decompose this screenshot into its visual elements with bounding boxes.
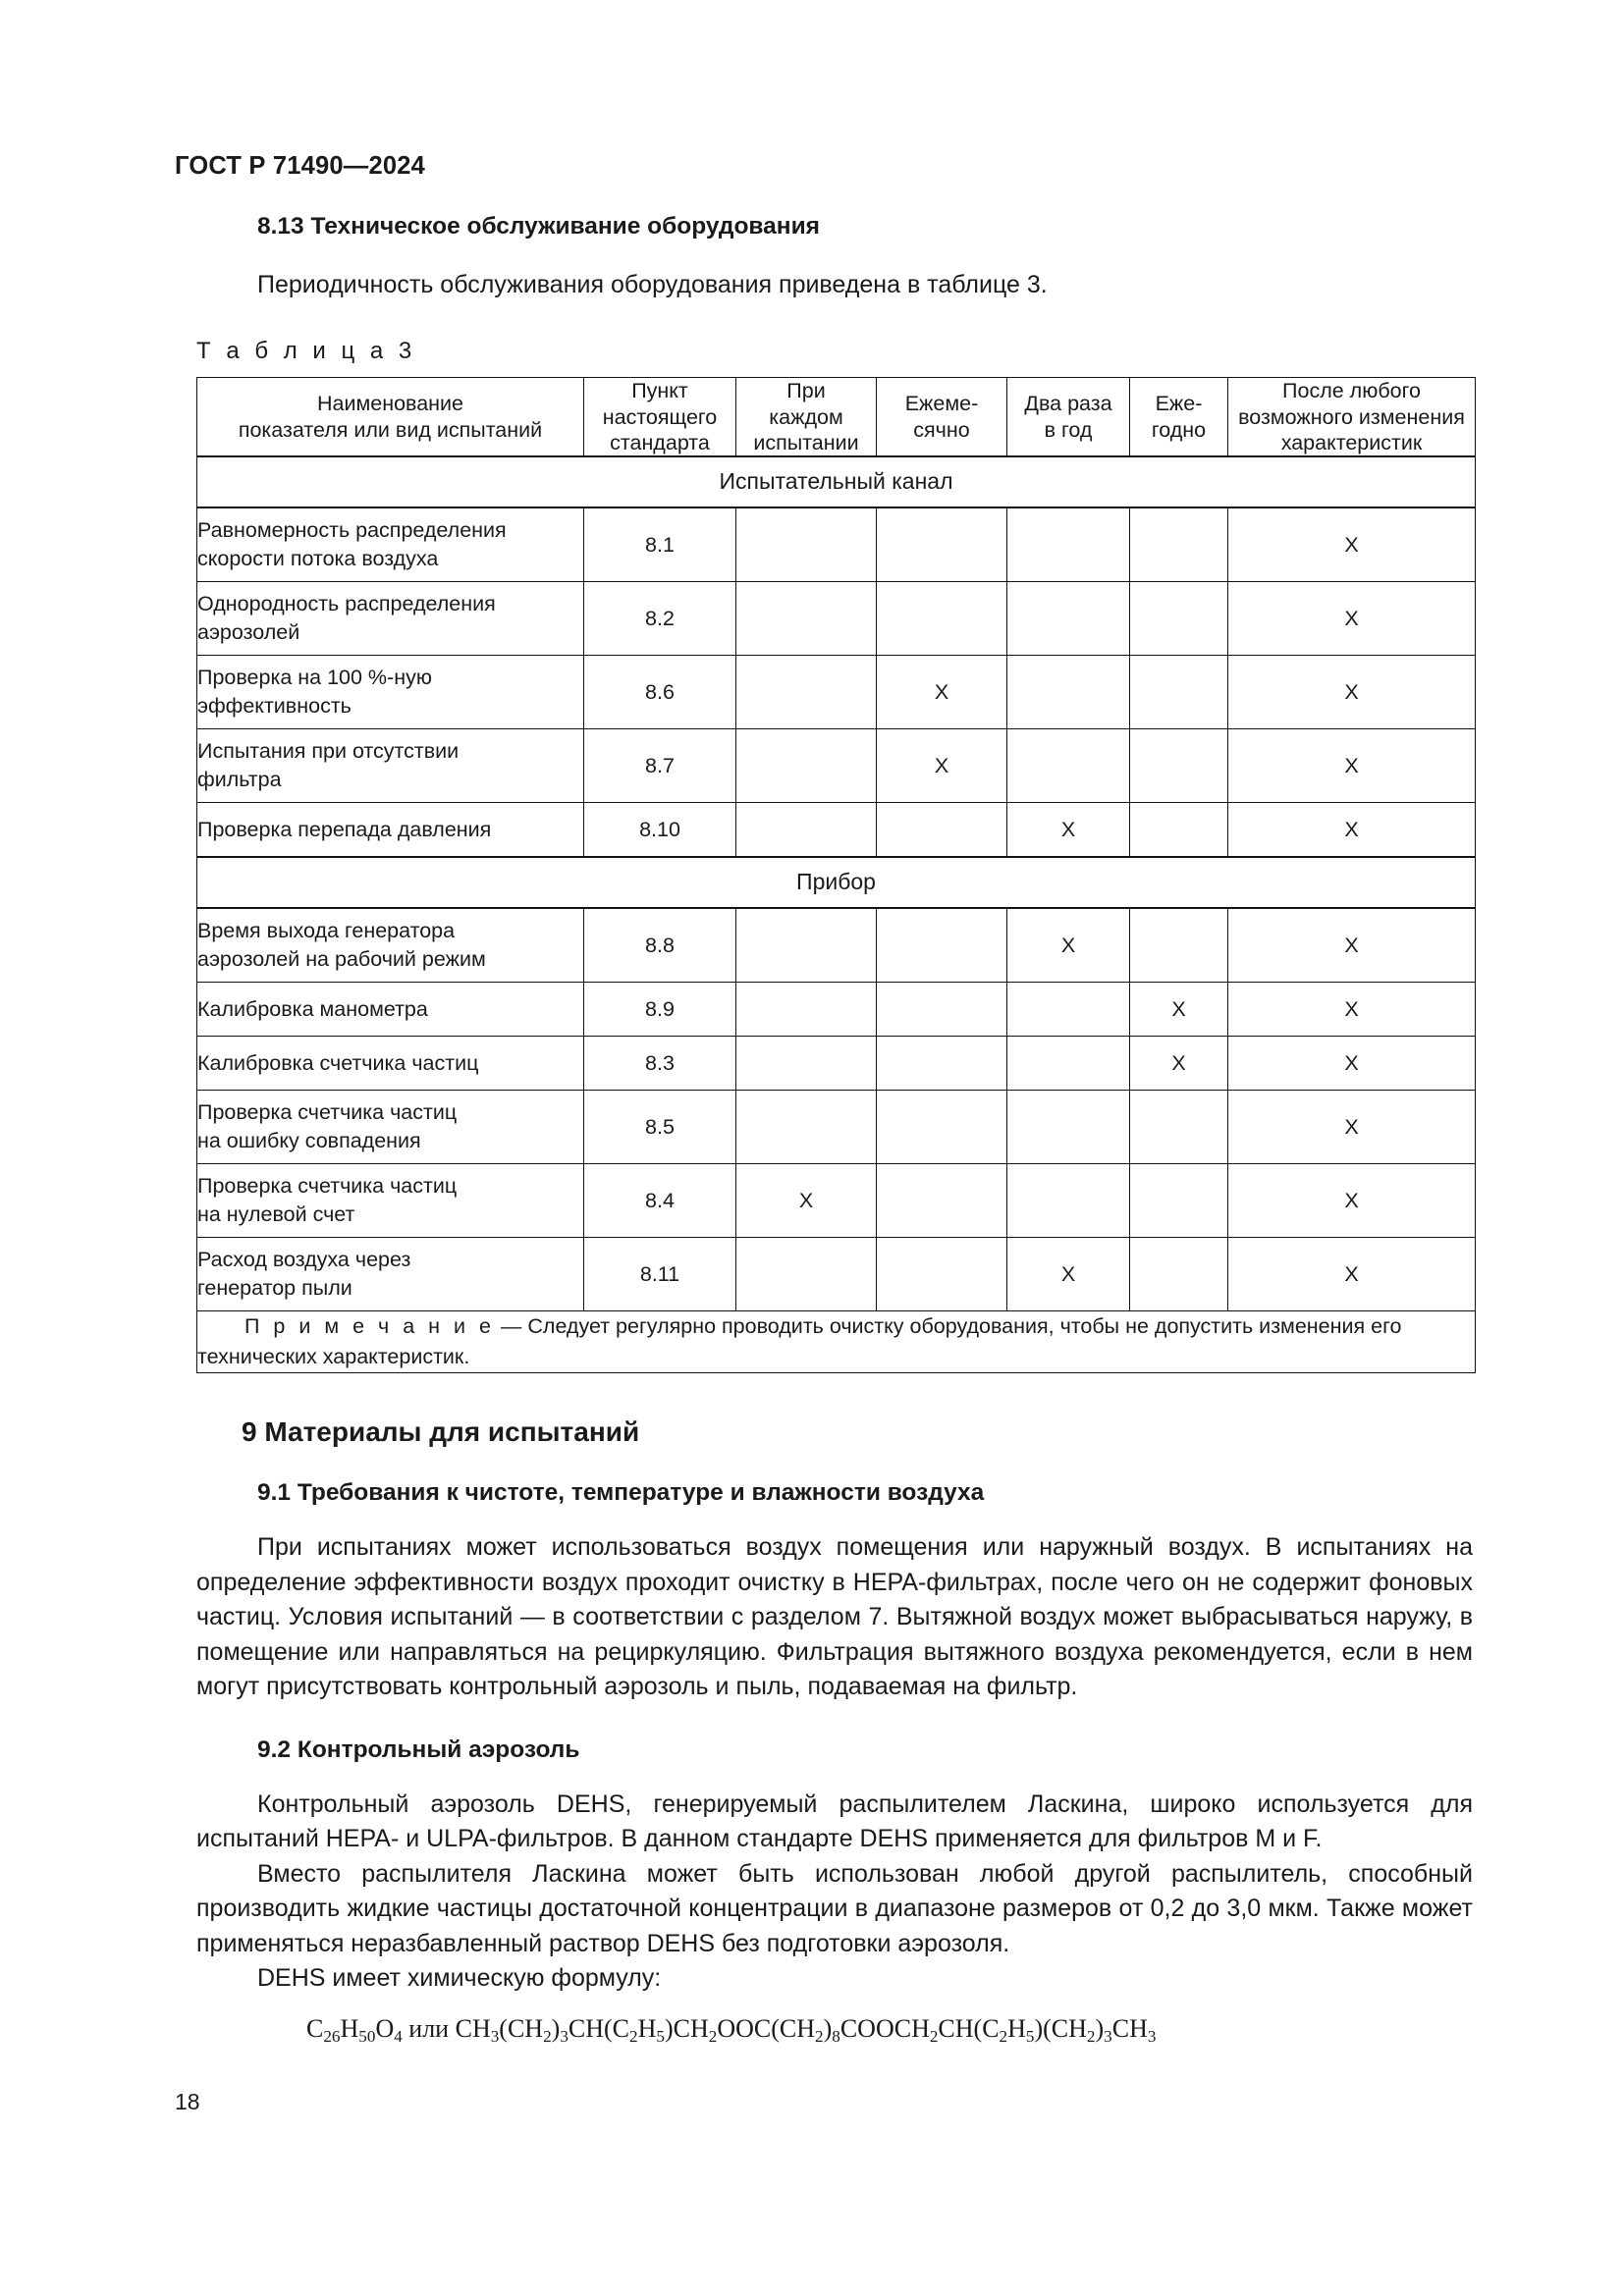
row-twice-year: X xyxy=(1007,803,1130,858)
row-after-change: X xyxy=(1228,803,1476,858)
col-header-name-line1: Наименование xyxy=(316,392,464,416)
row-name-line1: Равномерность распределения xyxy=(197,518,507,543)
row-after-change: X xyxy=(1228,582,1476,656)
table-section-heading-row xyxy=(197,857,1476,908)
table-section-title: Испытательный канал xyxy=(197,456,1476,507)
row-yearly xyxy=(1130,1164,1228,1238)
row-each-test xyxy=(736,582,877,656)
row-name-line1: Проверка счетчика частиц xyxy=(197,1100,458,1125)
row-yearly: X xyxy=(1130,983,1228,1037)
row-clause: 8.3 xyxy=(584,1037,736,1091)
row-name-line2: скорости потока воздуха xyxy=(197,547,439,570)
row-clause: 8.2 xyxy=(584,582,736,656)
row-name xyxy=(197,656,584,729)
table-row xyxy=(197,729,1476,803)
row-name xyxy=(197,582,584,656)
row-each-test xyxy=(736,1091,877,1164)
row-yearly xyxy=(1130,1238,1228,1311)
col-header-twice-year-line1: Два раза xyxy=(1024,392,1112,416)
row-monthly xyxy=(877,1164,1007,1238)
page-content xyxy=(196,211,1473,2046)
row-twice-year: X xyxy=(1007,908,1130,983)
col-header-name xyxy=(197,378,584,456)
col-header-clause-line2: настоящего xyxy=(602,404,718,429)
table-row xyxy=(197,803,1476,858)
paragraph-9-2-b: Вместо распылителя Ласкина может быть использован любой другой распылитель, способный производить жидкие частицы достаточной концентрации в диапазоне размеров от 0,2 до 3,0 мкм. Также может применяться неразбавленный раствор DEHS без подготовки аэрозоля. xyxy=(196,1859,1473,1957)
row-name-line1: Расход воздуха через xyxy=(197,1248,411,1272)
col-header-yearly-line2: годно xyxy=(1151,417,1207,442)
col-header-monthly-line2: сячно xyxy=(913,417,970,442)
row-monthly xyxy=(877,507,1007,582)
col-header-monthly-line1: Ежеме- xyxy=(904,392,979,416)
row-name xyxy=(197,983,584,1037)
paragraph-8-13-intro: Периодичность обслуживания оборудования приведена в таблице 3. xyxy=(257,270,1048,298)
row-after-change: X xyxy=(1228,729,1476,803)
page-number: 18 xyxy=(175,2089,200,2114)
paragraph-9-1: При испытаниях может использоваться воздух помещения или наружный воздух. В испытаниях на определение эффективности воздух проходит очистку в HEPA-фильтрах, после чего он не содержит фоновых частиц. Условия испытаний — в соответствии с разделом 7. Вытяжной воздух может выбрасываться наружу, в помещение или направляться на рециркуляцию. Фильтрация вытяжного воздуха рекомендуется, если в нем могут присутствовать контрольный аэрозоль и пыль, подаваемая на фильтр. xyxy=(196,1533,1473,1701)
table-row xyxy=(197,582,1476,656)
row-name-line2: эффективность xyxy=(197,694,352,718)
row-yearly xyxy=(1130,803,1228,858)
row-clause: 8.9 xyxy=(584,983,736,1037)
heading-8-13: 8.13 Техническое обслуживание оборудования xyxy=(257,213,820,240)
row-twice-year xyxy=(1007,582,1130,656)
col-header-clause-line1: Пункт xyxy=(631,379,688,403)
row-name-line1: Однородность распределения xyxy=(197,592,496,616)
col-header-name-line2: показателя или вид испытаний xyxy=(238,417,543,442)
col-header-after-change-line3: характеристик xyxy=(1280,430,1423,454)
row-monthly: X xyxy=(877,656,1007,729)
col-header-after-change-line1: После любого xyxy=(1282,379,1421,403)
row-after-change: X xyxy=(1228,1238,1476,1311)
row-name-line2: на нулевой счет xyxy=(197,1202,355,1226)
table-row xyxy=(197,656,1476,729)
row-each-test xyxy=(736,908,877,983)
row-clause: 8.4 xyxy=(584,1164,736,1238)
row-name xyxy=(197,1238,584,1311)
table-head xyxy=(197,378,1476,456)
row-name-line2: аэрозолей на рабочий режим xyxy=(197,947,486,971)
col-header-after-change-line2: возможного изменения xyxy=(1238,404,1465,429)
paragraph-9-2-a: Контрольный аэрозоль DEHS, генерируемый распылителем Ласкина, широко используется для испытаний HEPA- и ULPA-фильтров. В данном стандарте DEHS применяется для фильтров M и F. xyxy=(196,1789,1473,1853)
row-clause: 8.5 xyxy=(584,1091,736,1164)
col-header-twice-year xyxy=(1007,378,1130,456)
table-note xyxy=(197,1311,1476,1373)
row-twice-year xyxy=(1007,656,1130,729)
heading-section-9: 9 Материалы для испытаний xyxy=(242,1416,640,1448)
col-header-yearly-line1: Еже- xyxy=(1155,392,1203,416)
col-header-yearly xyxy=(1130,378,1228,456)
table-section-heading-row xyxy=(197,456,1476,507)
row-monthly xyxy=(877,1037,1007,1091)
row-name-line1: Проверка перепада давления xyxy=(197,817,492,841)
row-yearly xyxy=(1130,729,1228,803)
row-name-line2: генератор пыли xyxy=(197,1276,352,1300)
row-twice-year xyxy=(1007,983,1130,1037)
row-after-change: X xyxy=(1228,656,1476,729)
row-each-test xyxy=(736,1238,877,1311)
row-monthly xyxy=(877,1091,1007,1164)
row-clause: 8.7 xyxy=(584,729,736,803)
table-body xyxy=(197,456,1476,1373)
row-name xyxy=(197,729,584,803)
col-header-twice-year-line2: в год xyxy=(1044,417,1093,442)
maintenance-schedule-table xyxy=(196,377,1476,1373)
row-yearly xyxy=(1130,507,1228,582)
col-header-clause xyxy=(584,378,736,456)
table-row xyxy=(197,1091,1476,1164)
row-yearly xyxy=(1130,1091,1228,1164)
row-name-line1: Время выхода генератора xyxy=(197,919,456,943)
row-after-change: X xyxy=(1228,507,1476,582)
table-caption: Т а б л и ц а 3 xyxy=(196,338,416,365)
row-name-line1: Калибровка счетчика частиц xyxy=(197,1050,479,1075)
col-header-after-change xyxy=(1228,378,1476,456)
row-after-change: X xyxy=(1228,908,1476,983)
row-clause: 8.8 xyxy=(584,908,736,983)
running-head-standard-id: ГОСТ Р 71490—2024 xyxy=(175,152,426,180)
col-header-each-test-line3: испытании xyxy=(753,430,859,454)
table-row xyxy=(197,1238,1476,1311)
table-note-row xyxy=(197,1311,1476,1373)
row-clause: 8.10 xyxy=(584,803,736,858)
row-after-change: X xyxy=(1228,1091,1476,1164)
row-yearly xyxy=(1130,656,1228,729)
row-name xyxy=(197,507,584,582)
row-each-test xyxy=(736,1037,877,1091)
row-monthly xyxy=(877,1238,1007,1311)
row-yearly xyxy=(1130,908,1228,983)
row-each-test xyxy=(736,803,877,858)
row-each-test: X xyxy=(736,1164,877,1238)
row-monthly xyxy=(877,908,1007,983)
table-row xyxy=(197,507,1476,582)
row-name xyxy=(197,803,584,858)
row-yearly xyxy=(1130,582,1228,656)
table-row xyxy=(197,983,1476,1037)
row-after-change: X xyxy=(1228,1037,1476,1091)
heading-9-2: 9.2 Контрольный аэрозоль xyxy=(257,1735,580,1763)
col-header-each-test-line1: При xyxy=(786,379,826,403)
row-twice-year xyxy=(1007,1091,1130,1164)
row-name xyxy=(197,1164,584,1238)
row-twice-year xyxy=(1007,729,1130,803)
row-name xyxy=(197,1091,584,1164)
row-monthly xyxy=(877,582,1007,656)
row-twice-year: X xyxy=(1007,1238,1130,1311)
row-name-line1: Калибровка манометра xyxy=(197,996,428,1021)
heading-9-1: 9.1 Требования к чистоте, температуре и влажности воздуха xyxy=(257,1479,985,1507)
row-clause: 8.6 xyxy=(584,656,736,729)
row-name-line2: аэрозолей xyxy=(197,620,300,644)
table-note-text: — Следует регулярно проводить очистку оборудования, чтобы не допустить изменения его технических характеристик. xyxy=(197,1314,1402,1369)
row-twice-year xyxy=(1007,1037,1130,1091)
col-header-each-test xyxy=(736,378,877,456)
row-after-change: X xyxy=(1228,983,1476,1037)
row-each-test xyxy=(736,507,877,582)
row-twice-year xyxy=(1007,507,1130,582)
row-clause: 8.11 xyxy=(584,1238,736,1311)
row-clause: 8.1 xyxy=(584,507,736,582)
row-name-line1: Испытания при отсутствии xyxy=(197,739,460,764)
table-row xyxy=(197,1164,1476,1238)
row-monthly xyxy=(877,803,1007,858)
row-name-line2: на ошибку совпадения xyxy=(197,1129,421,1152)
row-name-line1: Проверка на 100 %-ную xyxy=(197,666,432,690)
table-note-label: П р и м е ч а н и е xyxy=(244,1314,495,1338)
row-name-line2: фильтра xyxy=(197,768,282,791)
row-each-test xyxy=(736,983,877,1037)
table-row xyxy=(197,1037,1476,1091)
row-yearly: X xyxy=(1130,1037,1228,1091)
col-header-clause-line3: стандарта xyxy=(610,430,710,454)
row-monthly xyxy=(877,983,1007,1037)
row-each-test xyxy=(736,729,877,803)
paragraph-9-2-c: DEHS имеет химическую формулу: xyxy=(257,1964,662,1993)
table-section-title: Прибор xyxy=(197,857,1476,908)
col-header-monthly xyxy=(877,378,1007,456)
table-header-row xyxy=(197,378,1476,456)
row-each-test xyxy=(736,656,877,729)
row-monthly: X xyxy=(877,729,1007,803)
row-after-change: X xyxy=(1228,1164,1476,1238)
col-header-each-test-line2: каждом xyxy=(769,404,843,429)
row-twice-year xyxy=(1007,1164,1130,1238)
chemical-formula: $C_{26}H_{50}O_4$ или $CH_3(CH_2)_3CH(C_2H_5)CH_2OOC(CH_2)_8COOCH_2CH(C_2H_5)(CH_2)_3CH_3$ xyxy=(306,2013,1157,2046)
row-name xyxy=(197,1037,584,1091)
row-name-line1: Проверка счетчика частиц xyxy=(197,1174,458,1199)
row-name xyxy=(197,908,584,983)
table-row xyxy=(197,908,1476,983)
